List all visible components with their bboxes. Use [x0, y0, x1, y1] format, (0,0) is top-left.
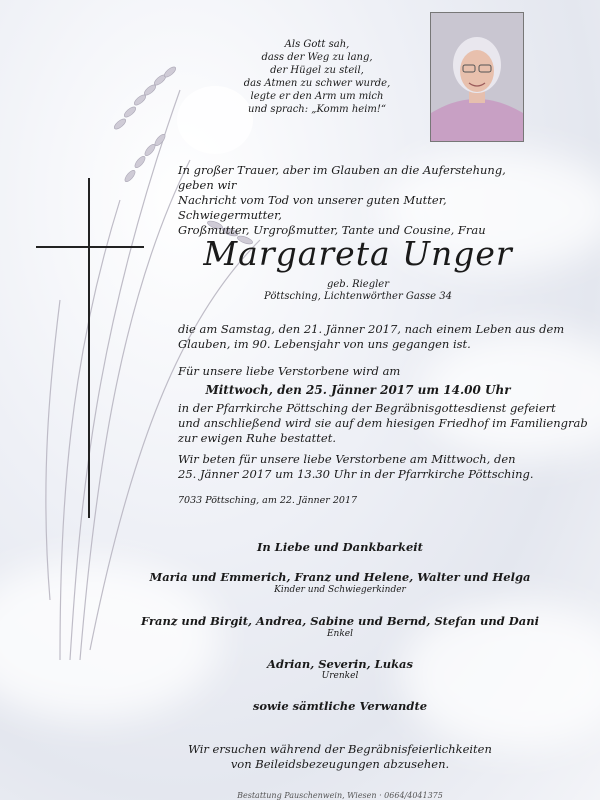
funeral-line: und anschließend wird sie auf dem hiesigen Friedhof im Familiengrab	[178, 416, 588, 430]
portrait-photo	[430, 12, 524, 142]
prayer-line: 25. Jänner 2017 um 13.30 Uhr in der Pfarrkirche Pöttsching.	[178, 467, 534, 481]
closing-line: Wir ersuchen während der Begräbnisfeierlichkeiten	[188, 742, 492, 756]
mourner-names: Adrian, Severin, Lukas	[267, 657, 413, 671]
poem-line: dass der Weg zu lang,	[261, 52, 373, 63]
birth-name: geb. Riegler	[326, 279, 390, 290]
closing-request	[120, 742, 560, 772]
intro-line: Großmutter, Urgroßmutter, Tante und Cousine, Frau	[178, 223, 486, 237]
death-notice	[178, 322, 565, 352]
poem-line: Als Gott sah,	[284, 39, 350, 50]
prayer-notice	[178, 452, 548, 482]
poem-line: das Atmen zu schwer wurde,	[243, 78, 391, 89]
closing-line: von Beileidsbezeugungen abzusehen.	[230, 757, 450, 771]
death-line: die am Samstag, den 21. Jänner 2017, nach einem Leben aus dem	[178, 322, 565, 336]
mourners-heading: In Liebe und Dankbarkeit	[257, 540, 423, 554]
intro-line: Nachricht vom Tod von unserer guten Mutter, Schwiegermutter,	[178, 193, 447, 222]
poem-line: der Hügel zu steil,	[270, 65, 364, 76]
poem-line: legte er den Arm um mich	[250, 91, 384, 102]
place-and-date: 7033 Pöttsching, am 22. Jänner 2017	[178, 495, 358, 506]
mourner-relation: Enkel	[326, 629, 354, 639]
funeral-line: in der Pfarrkirche Pöttsching der Begräbnisgottesdienst gefeiert	[178, 401, 556, 415]
mourner-relation: Kinder und Schwiegerkinder	[274, 585, 406, 595]
relatives-line: sowie sämtliche Verwandte	[252, 699, 428, 713]
poem	[222, 38, 412, 116]
funeral-date: Mittwoch, den 25. Jänner 2017 um 14.00 Uhr	[205, 383, 511, 397]
death-line: Glauben, im 90. Lebensjahr von uns gegangen ist.	[178, 337, 471, 351]
prayer-line: Wir beten für unsere liebe Verstorbene am Mittwoch, den	[178, 452, 516, 466]
cross-vertical-bar	[88, 178, 90, 518]
funeral-line: zur ewigen Ruhe bestattet.	[178, 431, 336, 445]
funeral-intro: Für unsere liebe Verstorbene wird am	[178, 364, 401, 378]
poem-line: und sprach: „Komm heim!“	[247, 104, 387, 115]
deceased-address: Pöttsching, Lichtenwörther Gasse 34	[264, 291, 452, 302]
deceased-name: Margareta Unger	[203, 234, 513, 273]
announcement-intro	[178, 163, 538, 238]
funeral-details	[178, 401, 588, 446]
mourner-names: Maria und Emmerich, Franz und Helene, Walter und Helga	[149, 570, 531, 584]
intro-line: In großer Trauer, aber im Glauben an die Auferstehung, geben wir	[178, 163, 506, 192]
mourner-names: Franz und Birgit, Andrea, Sabine und Bernd, Stefan und Dani	[141, 614, 539, 628]
cross-horizontal-bar	[36, 246, 144, 248]
funeral-home-footer: Bestattung Pauschenwein, Wiesen · 0664/4041375	[237, 791, 443, 800]
mourner-relation: Urenkel	[321, 671, 359, 681]
